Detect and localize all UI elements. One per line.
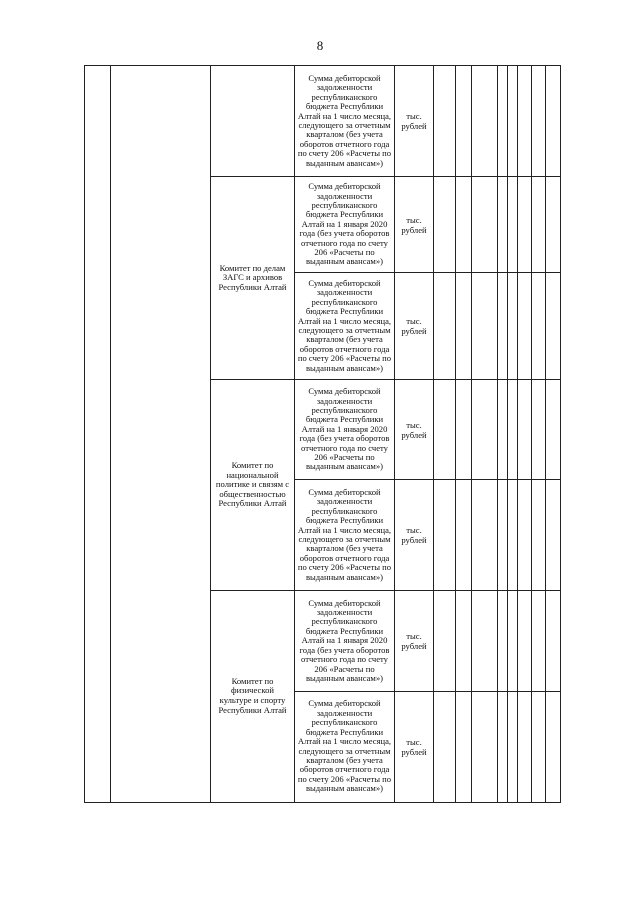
table-grid-line [84, 65, 85, 802]
table-grid-line [110, 65, 111, 802]
indicator-cell: Сумма дебиторской задолженности республиканского бюджета Республики Алтай на 1 января 2020 года (без учета оборотов отчетного года по счету 206 «Расчеты по выданным авансам») [299, 181, 390, 267]
indicator-cell: Сумма дебиторской задолженности республиканского бюджета Республики Алтай на 1 число месяца, следующего за отчетным кварталом (без учета оборотов отчетного года по счету 206 «Расчеты по выданным авансам») [297, 698, 392, 794]
indicator-cell: Сумма дебиторской задолженности республиканского бюджета Республики Алтай на 1 число месяца, следующего за отчетным кварталом (без учета оборотов отчетного года по счету 206 «Расчеты по выданным авансам») [297, 72, 392, 168]
page-number: 8 [316, 38, 324, 53]
unit-cell: тыс. рублей [401, 631, 427, 651]
unit-cell: тыс. рублей [401, 316, 427, 336]
unit-cell: тыс. рублей [401, 214, 427, 235]
indicator-cell: Сумма дебиторской задолженности республиканского бюджета Республики Алтай на 1 число месяца, следующего за отчетным кварталом (без учета оборотов отчетного года по счету 206 «Расчеты по выданным авансам») [297, 277, 392, 373]
table-grid-line [84, 802, 561, 803]
indicator-cell: Сумма дебиторской задолженности республиканского бюджета Республики Алтай на 1 января 2020 года (без учета оборотов отчетного года по счету 206 «Расчеты по выданным авансам») [299, 597, 390, 683]
unit-cell: тыс. рублей [401, 525, 427, 545]
indicator-cell: Сумма дебиторской задолженности республиканского бюджета Республики Алтай на 1 января 2020 года (без учета оборотов отчетного года по счету 206 «Расчеты по выданным авансам») [299, 386, 390, 472]
organization-cell: Комитет по физической культуре и спорту Республики Алтай [218, 675, 287, 715]
unit-cell: тыс. рублей [401, 111, 427, 131]
unit-cell: тыс. рублей [401, 419, 427, 440]
unit-cell: тыс. рублей [401, 736, 427, 757]
organization-cell: Комитет по делам ЗАГС и архивов Республики Алтай [218, 262, 287, 292]
indicator-cell: Сумма дебиторской задолженности республиканского бюджета Республики Алтай на 1 число месяца, следующего за отчетным кварталом (без учета оборотов отчетного года по счету 206 «Расчеты по выданным авансам») [297, 486, 392, 582]
organization-cell: Комитет по национальной политике и связям с общественностью Республики Алтай [215, 460, 290, 509]
